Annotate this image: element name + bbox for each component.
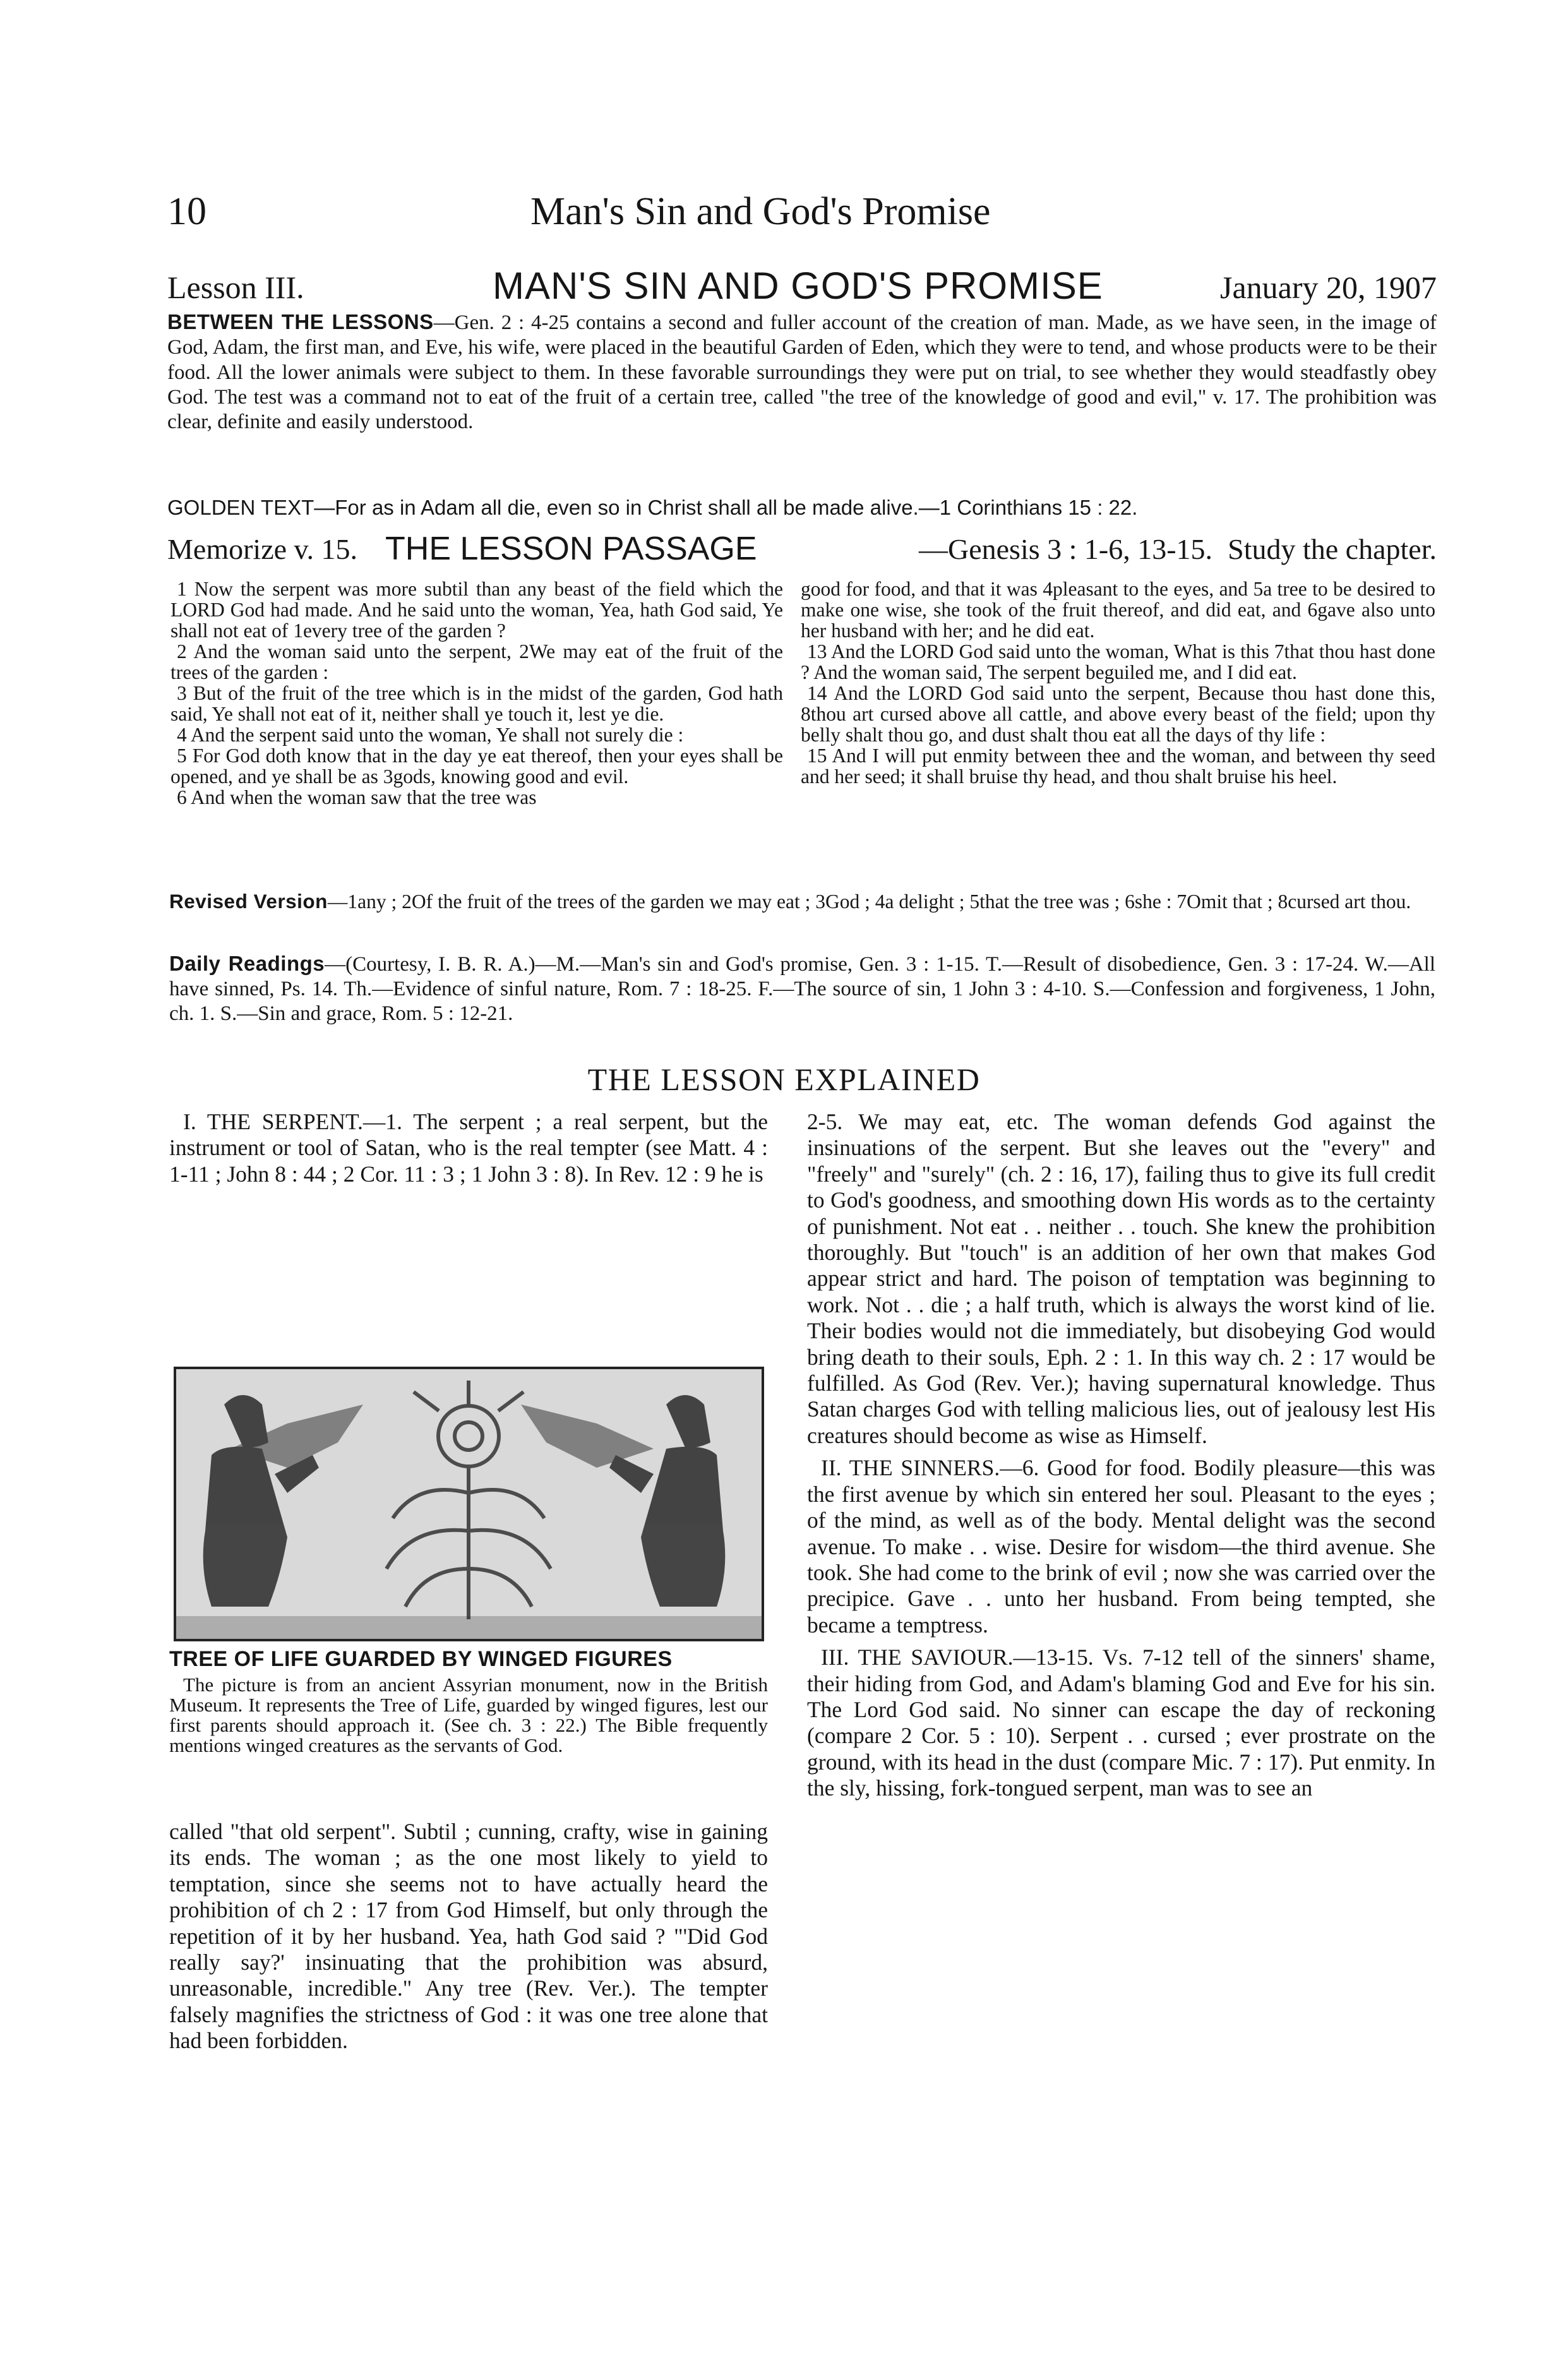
daily-readings (169, 951, 1435, 1026)
explained-paragraph-sinners: II. THE SINNERS.—6. Good for food. Bodily pleasure—this was the first avenue by which sin entered her soul. Pleasant to the eyes ; of the mind, as well as of the body. Mental delight was the second avenue. To make . . wise. Desire for wisdom—the third avenue. She took. She had come to the brink of evil ; now she was carried over the precipice. Gave . . unto her husband. From being tempted, she became a temptress. (807, 1455, 1435, 1638)
explained-paragraph-saviour: III. THE SAVIOUR.—13-15. Vs. 7-12 tell of the sinners' shame, their hiding from God, and Adam's blaming God and Eve for his sin. The Lord God said. No sinner can escape the day of reckoning (compare 2 Cor. 5 : 10). Serpent . . cursed ; ever prostrate on the ground, with its head in the dust (compare Mic. 7 : 17). Put enmity. In the sly, hissing, fork-tongued serpent, man was to see an (807, 1645, 1435, 1801)
lesson-number: Lesson III. (167, 270, 304, 305)
golden-text: GOLDEN TEXT—For as in Adam all die, even so in Christ shall all be made alive.—1 Corinthians 15 : 22. (167, 496, 1138, 519)
verses-right-column (801, 578, 1435, 787)
page-number: 10 (167, 190, 206, 233)
between-the-lessons (167, 309, 1437, 434)
lesson-passage-title: THE LESSON PASSAGE (385, 530, 757, 567)
explained-left-top (169, 1109, 768, 1187)
verse: 3 But of the fruit of the tree which is in the midst of the garden, God hath said, Ye shall not eat of it, neither shall ye touch it, lest ye die. (171, 682, 783, 725)
lesson-header (167, 264, 1437, 309)
between-text: —Gen. 2 : 4-25 contains a second and fuller account of the creation of man. Made, as we have seen, in the image of God, Adam, the first man, and Eve, his wife, were placed in the beautiful Garden of Eden, which they were to tend, and whose products were to be their food. All the lower animals were subject to them. In these favorable surroundings they were put on trial, to see whether they would steadfastly obey God. The test was a command not to eat of the fruit of a certain tree, called "the tree of the knowledge of good and evil," v. 17. The prohibition was clear, definite and easily understood. (167, 311, 1437, 434)
verse: 14 And the LORD God said unto the serpent, Because thou hast done this, 8thou art cursed above all cattle, and above every beast of the field; upon thy belly shalt thou go, and dust shalt thou eat all the days of thy life : (801, 682, 1435, 746)
verse: 2 And the woman said unto the serpent, 2We may eat of the fruit of the trees of the garden : (171, 640, 783, 683)
lesson-explained-title: THE LESSON EXPLAINED (587, 1062, 981, 1097)
section-heading-serpent: I. THE SERPENT. (183, 1109, 363, 1134)
running-title: Man's Sin and God's Promise (530, 190, 991, 233)
illustration-caption-text: The picture is from an ancient Assyrian monument, now in the British Museum. It represents the Tree of Life, guarded by winged figures, lest our first parents should approach it. (See ch. 3 : 22.) The Bible frequently mentions winged creatures as the servants of God. (169, 1674, 768, 1756)
daily-label: Daily Readings (169, 952, 325, 975)
revised-version-notes (169, 890, 1435, 913)
verse: good for food, and that it was 4pleasant to the eyes, and 5a tree to be desired to make one wise, she took of the fruit thereof, and did eat, and 6gave also unto her husband with her; and he did eat. (801, 578, 1435, 642)
running-head (167, 189, 1437, 240)
explained-right-column (807, 1109, 1435, 1802)
verse: 6 And when the woman saw that the tree was (177, 786, 537, 808)
verse: 5 For God doth know that in the day ye eat thereof, then your eyes shall be opened, and ye shall be as 3gods, knowing good and evil. (171, 745, 783, 788)
study-note: Study the chapter. (1228, 533, 1437, 565)
explained-left-bottom (169, 1819, 768, 2054)
assyrian-relief-illustration (174, 1367, 764, 1641)
illustration-caption-title: TREE OF LIFE GUARDED BY WINGED FIGURES (169, 1647, 673, 1671)
lesson-passage-header (167, 532, 1437, 574)
revised-text: —1any ; 2Of the fruit of the trees of the garden we may eat ; 3God ; 4a delight ; 5that the tree was ; 6she : 7Omit that ; 8cursed art thou. (327, 890, 1411, 913)
lesson-title: MAN'S SIN AND GOD'S PROMISE (493, 265, 1103, 307)
between-label: BETWEEN THE LESSONS (167, 310, 434, 333)
verses-left-column (171, 578, 783, 808)
verse: 15 And I will put enmity between thee and the woman, and between thy seed and her seed; it shall bruise thy head, and thou shalt bruise his heel. (801, 745, 1435, 788)
lesson-passage-reference: —Genesis 3 : 1-6, 13-15. (919, 533, 1213, 565)
verse: 4 And the serpent said unto the woman, Ye shall not surely die : (177, 724, 684, 746)
serpent-continued-text: called "that old serpent". Subtil ; cunning, crafty, wise in gaining its ends. The woman ; as the one most likely to yield to temptation, since she seems not to have actually heard the prohibition of ch 2 : 17 from God Himself, but only through the repetition of it by her husband. Yea, hath God said ? "'Did God really say?' insinuating that the prohibition was absurd, unreasonable, incredible." Any tree (Rev. Ver.). The tempter falsely magnifies the strictness of God : it was one tree alone that had been forbidden. (169, 1819, 768, 2054)
verse: 13 And the LORD God said unto the woman, What is this 7that thou hast done ? And the woman said, The serpent beguiled me, and I did eat. (801, 640, 1435, 683)
memorize-note: Memorize v. 15. (167, 533, 358, 565)
explained-paragraph-we-may-eat: 2-5. We may eat, etc. The woman defends God against the insinuations of the serpent. But she leaves out the "every" and "freely" and "surely" (ch. 2 : 16, 17), failing thus to give its full credit to God's goodness, and smoothing down His words as to the certainty of punishment. Not eat . . neither . . touch. She knew the prohibition thoroughly. But "touch" is an addition of her own that makes God appear strict and hard. The poison of temptation was beginning to work. Not . . die ; a half truth, which is always the worst kind of lie. Their bodies would not die immediately, but disobeying God would bring death to their souls, Eph. 2 : 1. In this way ch. 2 : 17 would be fulfilled. As God (Rev. Ver.); having supernatural knowledge. Thus Satan charges God with telling malicious lies, out of jealousy lest His creatures should become as wise as Himself. (807, 1109, 1435, 1448)
daily-text: —(Courtesy, I. B. R. A.)—M.—Man's sin and God's promise, Gen. 3 : 1-15. T.—Result of disobedience, Gen. 3 : 17-24. W.—All have sinned, Ps. 14. Th.—Evidence of sinful nature, Rom. 7 : 18-25. F.—The source of sin, 1 John 3 : 4-10. S.—Confession and forgiveness, 1 John, ch. 1. S.—Sin and grace, Rom. 5 : 12-21. (169, 953, 1435, 1025)
serpent-text: —1. The serpent ; a real serpent, but the instrument or tool of Satan, who is the real tempter (see Matt. 4 : 1-11 ; John 8 : 44 ; 2 Cor. 11 : 3 ; 1 John 3 : 8). In Rev. 12 : 9 he is (169, 1109, 768, 1187)
revised-label: Revised Version (169, 890, 328, 913)
verse: 1 Now the serpent was more subtil than any beast of the field which the LORD God had made. And he said unto the woman, Yea, hath God said, Ye shall not eat of 1every tree of the garden ? (171, 578, 783, 642)
lesson-date: January 20, 1907 (1220, 270, 1437, 305)
